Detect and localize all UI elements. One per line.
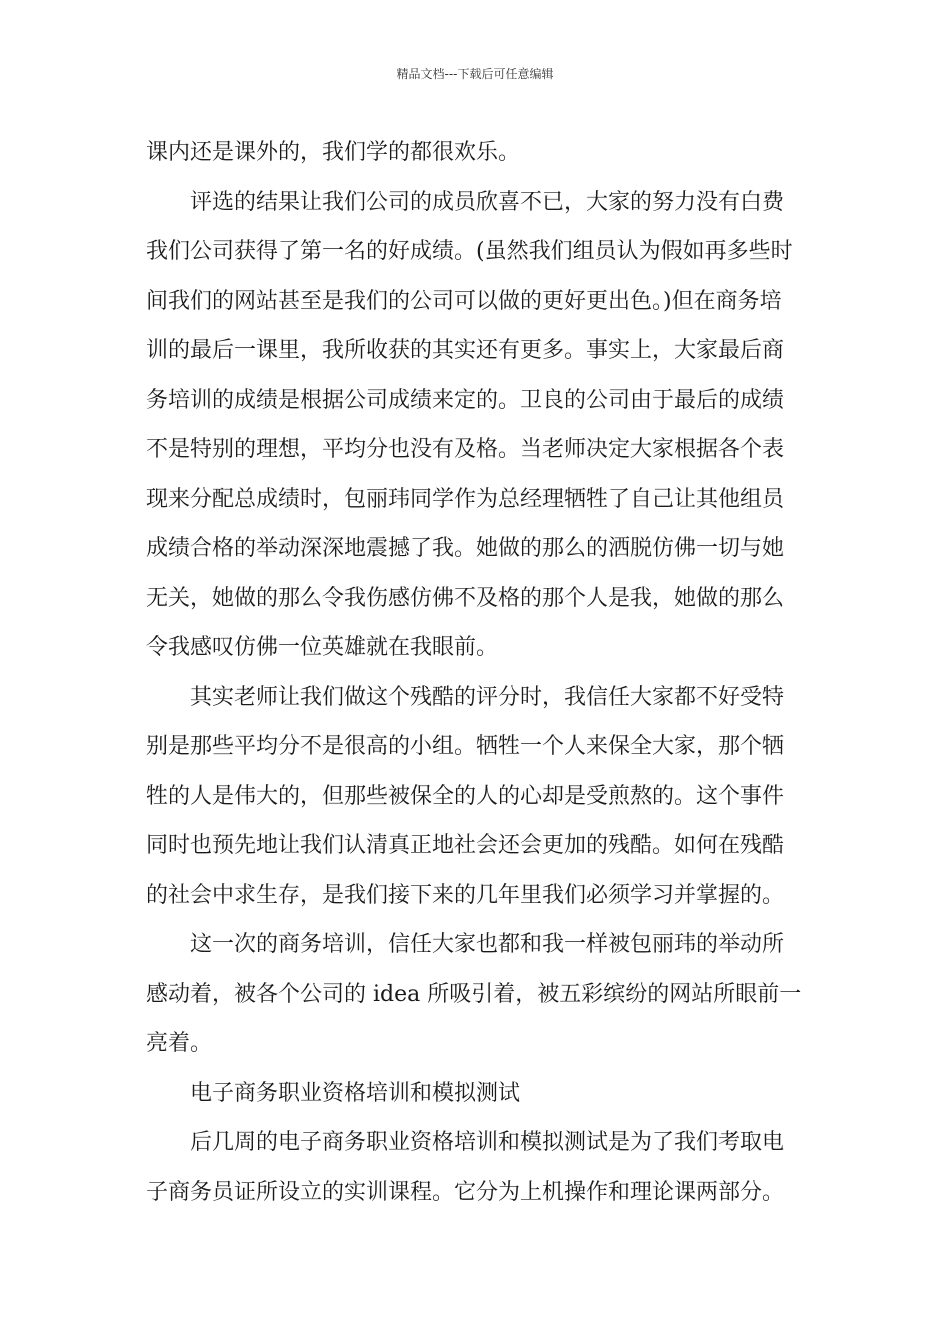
text-line: 别是那些平均分不是很高的小组。牺牲一个人来保全大家，那个牺 [146, 734, 785, 759]
text-line: 其实老师让我们做这个残酷的评分时，我信任大家都不好受特 [190, 684, 785, 710]
paragraph-evaluation-result [146, 178, 806, 673]
section-heading [146, 1069, 806, 1119]
page-header: 精品文档---下载后可任意编辑 [396, 67, 554, 81]
text-line: 评选的结果让我们公司的成员欣喜不已，大家的努力没有白费 [190, 189, 785, 215]
paragraph-cruel-grading [146, 673, 806, 921]
text-line: 牲的人是伟大的，但那些被保全的人的心却是受煎熬的。这个事件 [146, 783, 785, 809]
text-line: 间我们的网站甚至是我们的公司可以做的更好更出色。)但在商务培 [146, 288, 782, 314]
text-line: 同时也预先地让我们认清真正地社会还会更加的残酷。如何在残酷 [146, 833, 785, 858]
text-line: 课内还是课外的，我们学的都很欢乐。 [146, 140, 521, 165]
text-line: 务培训的成绩是根据公司成绩来定的。卫良的公司由于最后的成绩 [146, 387, 785, 413]
document-body [146, 128, 806, 1217]
text-line: 这一次的商务培训，信任大家也都和我一样被包丽玮的举动所 [190, 932, 785, 957]
text-line: 感动着，被各个公司的 idea 所吸引着，被五彩缤纷的网站所眼前一 [146, 981, 802, 1007]
paragraph-business-training [146, 920, 806, 1069]
text-line: 令我感叹仿佛一位英雄就在我眼前。 [146, 635, 499, 660]
paragraph-continuation [146, 128, 806, 178]
text-line: 亮着。 [146, 1031, 213, 1056]
text-line: 现来分配总成绩时，包丽玮同学作为总经理牺牲了自己让其他组员 [146, 486, 785, 512]
text-line: 无关，她做的那么令我伤感仿佛不及格的那个人是我，她做的那么 [146, 585, 785, 611]
text-line: 的社会中求生存，是我们接下来的几年里我们必须学习并掌握的。 [146, 882, 785, 908]
text-line: 成绩合格的举动深深地震撼了我。她做的那么的洒脱仿佛一切与她 [146, 536, 785, 561]
text-line: 我们公司获得了第一名的好成绩。(虽然我们组员认为假如再多些时 [146, 239, 793, 264]
text-line: 不是特别的理想，平均分也没有及格。当老师决定大家根据各个表 [146, 437, 785, 462]
text-line: 训的最后一课里，我所收获的其实还有更多。事实上，大家最后商 [146, 338, 785, 363]
paragraph-certification [146, 1118, 806, 1217]
text-line: 后几周的电子商务职业资格培训和模拟测试是为了我们考取电 [190, 1130, 785, 1155]
text-line: 电子商务职业资格培训和模拟测试 [190, 1080, 521, 1106]
text-line: 子商务员证所设立的实训课程。它分为上机操作和理论课两部分。 [146, 1179, 785, 1205]
